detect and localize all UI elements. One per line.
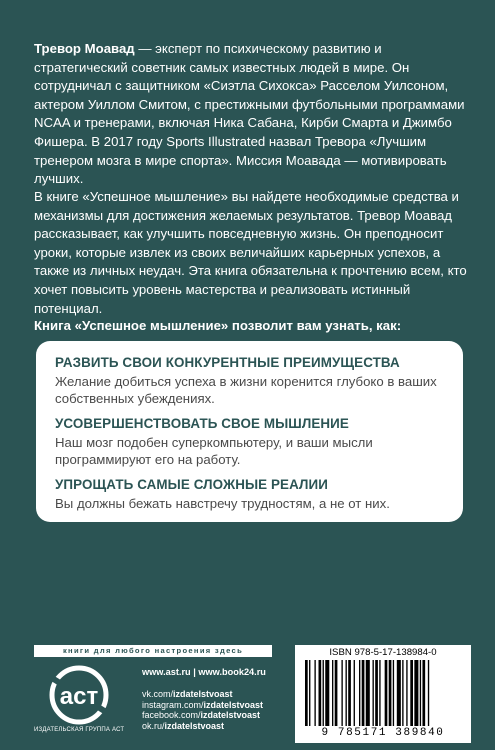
author-name: Тревор Моавад xyxy=(34,41,135,56)
benefit-text: Желание добиться успеха в жизни коренится глубоко в ваших собственных убеждениях. xyxy=(55,374,437,406)
logo-caption: ИЗДАТЕЛЬСКАЯ ГРУППА АСТ xyxy=(34,727,125,733)
social-link-vk[interactable]: vk.com/izdatelstvoast xyxy=(142,689,233,699)
social-link-facebook[interactable]: facebook.com/izdatelstvoast xyxy=(142,710,261,721)
benefit-title: УСОВЕРШЕНСТВОВАТЬ СВОЕ МЫШЛЕНИЕ xyxy=(55,416,349,431)
benefit-text: Наш мозг подобен суперкомпьютеру, и ваши мысли программируют его на работу. xyxy=(55,435,373,467)
logo-text: аст xyxy=(59,683,99,710)
social-link-ok[interactable]: ok.ru/izdatelstvoast xyxy=(142,720,225,731)
author-bio-text: — эксперт по психическому развитию и стратегический советник самых известных людей в мире. Он сотрудничал с защитником «Сиэтла Сихокса» Расселом Уилсоном, актером Уиллом Смитом, с престижными футбольными программами NCAA и тренерами, включая Ника Сабана, Кирби Смарта и Джимбо Фишера. В 2017 году Sports Illustrated назвал Тревора «Лучшим тренером мозга в мире спорта». Миссия Моавада — мотивировать лучших. xyxy=(34,41,465,187)
barcode-number: 9 785171 389840 xyxy=(321,727,445,739)
author-bio xyxy=(34,40,474,189)
book-description: В книге «Успешное мышление» вы найдете необходимые средства и механизмы для достижения желаемых результатов. Тревор Моавад рассказывает, как улучшить повседневную жизнь. Он преподносит уроки, которые извлек из своих величайших карьерных успехов, а также из личных неудач. Эта книга обязательна к прочтению всем, кто хочет повысить уровень мастерства и реализовать истинный потенциал. xyxy=(34,189,467,316)
benefits-lead: Книга «Успешное мышление» позволит вам узнать, как: xyxy=(34,318,402,333)
benefit-item xyxy=(55,416,455,468)
barcode-block xyxy=(295,645,471,743)
benefit-item xyxy=(55,355,455,407)
ast-logo-icon xyxy=(38,664,120,726)
websites[interactable]: www.ast.ru | www.book24.ru xyxy=(142,667,266,677)
social-link-instagram[interactable]: instagram.com/izdatelstvoast xyxy=(142,699,264,710)
benefit-title: РАЗВИТЬ СВОИ КОНКУРЕНТНЫЕ ПРЕИМУЩЕСТВА xyxy=(55,355,400,370)
isbn: ISBN 978-5-17-138984-0 xyxy=(329,647,437,658)
benefit-title: УПРОЩАТЬ САМЫЕ СЛОЖНЫЕ РЕАЛИИ xyxy=(55,477,328,492)
benefit-text: Вы должны бежать навстречу трудностям, а не от них. xyxy=(55,496,390,511)
series-slogan: книги для любого настроения здесь xyxy=(34,645,272,657)
benefits-card xyxy=(36,341,463,522)
social-links xyxy=(142,689,263,731)
barcode-icon xyxy=(303,660,463,726)
benefit-item xyxy=(55,477,455,512)
